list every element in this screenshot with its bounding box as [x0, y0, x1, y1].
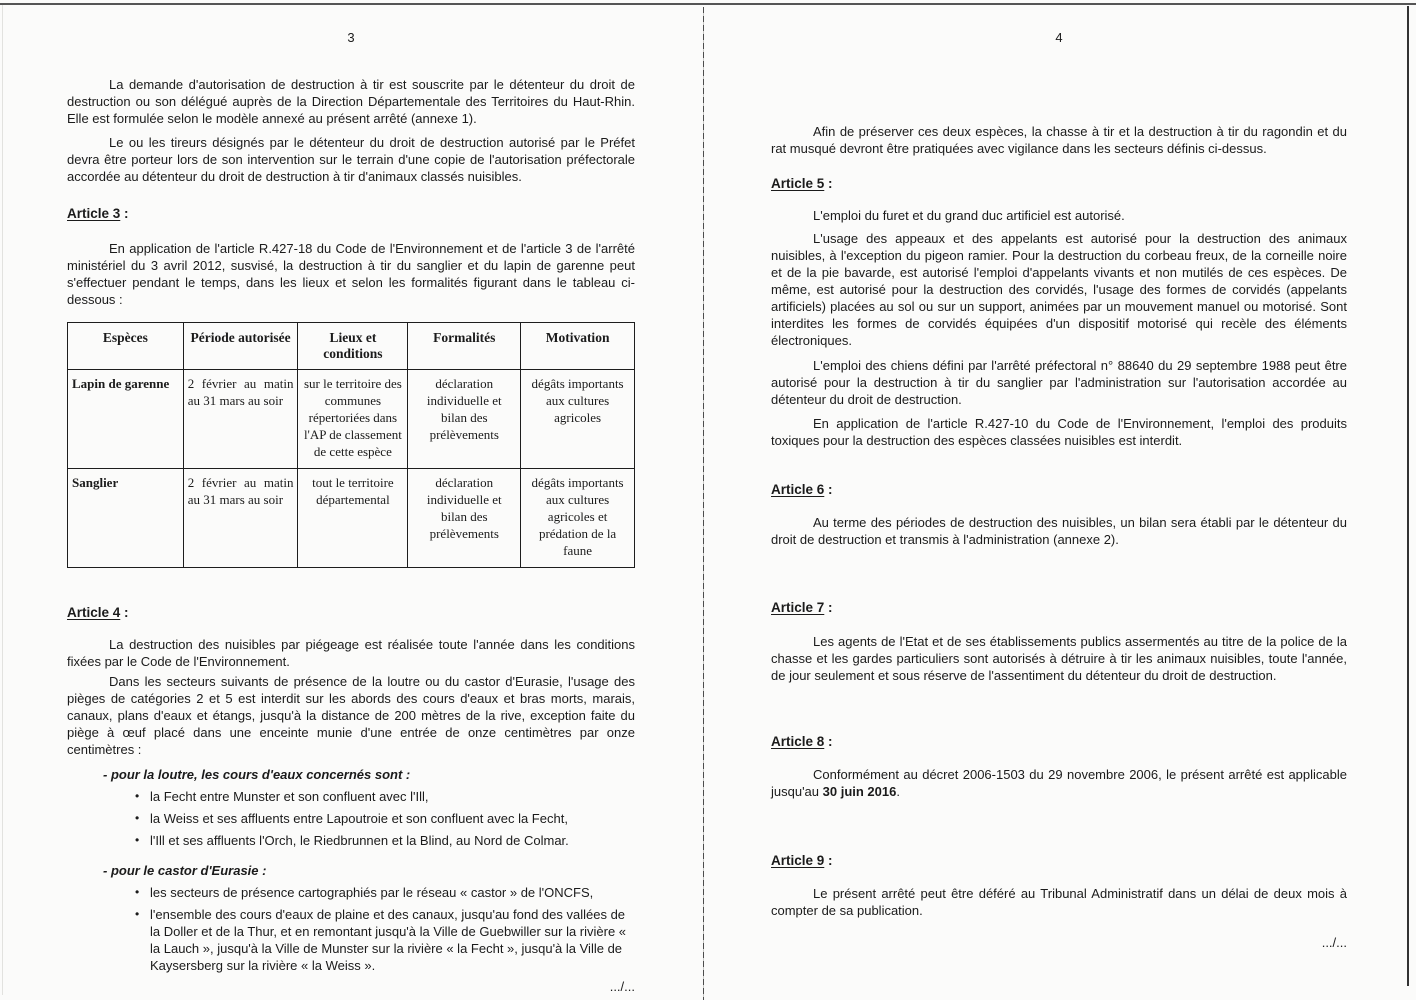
para-decret-applicable [771, 766, 1347, 800]
article-9-label: Article 9 [771, 853, 825, 868]
article-6-label: Article 6 [771, 482, 825, 497]
list-item: • l'ensemble des cours d'eaux de plaine et des canaux, jusqu'au fond des vallées de la Doller et de la Thur, et en remontant jusqu'à la Ville de Guebwiller sur la rivière « la Lauch », jusqu'à la Ville de Munster sur la rivière « la Fecht », jusqu'à la Ville de Kaysersberg sur la rivière « la Weiss ». [150, 906, 635, 974]
article-6-colon: : [824, 482, 833, 497]
article-4-colon: : [120, 605, 129, 620]
subheading-loutre: - pour la loutre, les cours d'eaux concernés sont : [103, 767, 411, 782]
para-appeaux-appelants: L'usage des appeaux et des appelants est autorisé pour la destruction des animaux nuisibles, à l'exception du pigeon ramier. Pour la destruction du corbeau freux, de la corneille noire et de la pie bavarde, est autorisé l'emploi d'appelants vivants et non mutilés de ces espèces. De même, est autorisé pour la destruction des corvidés, l'usage des formes de corvidés (appelants artificiels) placées au sol ou sur un support, animées par un mouvement manuel ou motorisé. Sont interdites les formes de corvidés équipées d'un dispositif motorisé qui recèle des éléments électroniques. [771, 231, 1347, 348]
scan-right-edge [1407, 6, 1409, 986]
article-7-heading [771, 600, 1347, 615]
article-3-colon: : [120, 206, 129, 221]
page-4-number: 4 [1055, 30, 1063, 45]
list-item: • les secteurs de présence cartographiés par le réseau « castor » de l'ONCFS, [150, 884, 635, 901]
article-8-colon: : [824, 734, 833, 749]
para-emploi-chiens: L'emploi des chiens défini par l'arrêté préfectoral n° 88640 du 29 septembre 1988 peut être autorisé pour la destruction à tir du sanglier par l'administration sur l'autorisation accordée au détenteur du droit de destruction. [771, 358, 1347, 407]
subheading-castor: - pour le castor d'Eurasie : [103, 863, 267, 878]
para-demande-autorisation: La demande d'autorisation de destruction à tir est souscrite par le détenteur du droit de destruction ou son délégué auprès de la Direction Départementale des Territoires du Haut-Rhin. Elle est formulée selon le modèle annexé au présent arrêté (annexe 1). [67, 77, 635, 126]
table-row-sanglier [68, 469, 635, 568]
cell-formalites-lapin: déclaration individuelle et bilan des prélèvements [408, 370, 521, 469]
cell-motivation-sanglier: dégâts importants aux cultures agricoles et prédation de la faune [521, 469, 635, 568]
article-5-colon: : [824, 176, 833, 191]
page-3-number: 3 [347, 30, 355, 45]
date-validite: 30 juin 2016 [822, 784, 897, 799]
para-piegeage: La destruction des nuisibles par piégeage est réalisée toute l'année dans les conditions fixées par le Code de l'Environnement. [67, 637, 635, 669]
cell-espece-lapin: Lapin de garenne [68, 370, 184, 469]
table-header-periode: Période autorisée [183, 323, 298, 370]
para-decret-text: Conformément au décret 2006-1503 du 29 novembre 2006, le présent arrêté est applicable jusqu'au [771, 767, 1347, 799]
continuation-mark: .../... [609, 979, 635, 994]
article-3-label: Article 3 [67, 206, 121, 221]
para-produits-toxiques: En application de l'article R.427-10 du Code de l'Environnement, l'emploi des produits toxiques pour la destruction des espèces classées nuisibles est interdit. [771, 416, 1347, 448]
para-decret-period: . [896, 784, 900, 799]
cell-formalites-sanglier: déclaration individuelle et bilan des prélèvements [408, 469, 521, 568]
cell-motivation-lapin: dégâts importants aux cultures agricoles [521, 370, 635, 469]
article-4-label: Article 4 [67, 605, 121, 620]
page-3 [67, 0, 635, 994]
table-header-motivation: Motivation [521, 323, 635, 370]
para-tribunal-administratif: Le présent arrêté peut être déféré au Tribunal Administratif dans un délai de deux mois à compter de sa publication. [771, 886, 1347, 918]
para-article-3-intro: En application de l'article R.427-18 du Code de l'Environnement et de l'article 3 de l'arrêté ministériel du 3 avril 2012, susvisé, la destruction à tir du sanglier et du lapin de garenne peut s'effectuer pendant le temps, dans les lieux et selon les formalités figurant dans le tableau ci-dessous : [67, 241, 635, 307]
cell-periode-sanglier: 2 février au matin au 31 mars au soir [183, 469, 298, 568]
cell-espece-sanglier: Sanglier [68, 469, 184, 568]
table-row-lapin [68, 370, 635, 469]
castor-bullet-list [67, 884, 635, 974]
article-7-colon: : [824, 600, 833, 615]
cell-lieux-sanglier: tout le territoire départemental [298, 469, 408, 568]
article-9-heading [771, 853, 1347, 868]
list-item: • la Fecht entre Munster et son confluent avec l'Ill, [150, 788, 635, 805]
article-5-heading [771, 176, 1347, 191]
loutre-bullet-list [67, 788, 635, 849]
list-item: • la Weiss et ses affluents entre Lapoutroie et son confluent avec la Fecht, [150, 810, 635, 827]
para-bilan: Au terme des périodes de destruction des nuisibles, un bilan sera établi par le détenteur du droit de destruction et transmis à l'administration (annexe 2). [771, 515, 1347, 547]
page-fold-line [703, 7, 704, 1000]
scan-left-edge [2, 5, 3, 995]
cell-periode-lapin: 2 février au matin au 31 mars au soir [183, 370, 298, 469]
article-8-label: Article 8 [771, 734, 825, 749]
page-4 [771, 0, 1347, 950]
para-preserver-especes: Afin de préserver ces deux espèces, la chasse à tir et la destruction à tir du ragondin et du rat musqué devront être pratiquées avec vigilance dans les secteurs définis ci-dessus. [771, 124, 1347, 156]
para-tireurs-designes: Le ou les tireurs désignés par le détenteur du droit de destruction autorisé par le Préfet devra être porteur lors de son intervention sur le terrain d'une copie de l'autorisation préfectorale accordée au détenteur du droit de destruction à tir d'animaux classés nuisibles. [67, 135, 635, 184]
article-5-label: Article 5 [771, 176, 825, 191]
para-furet: L'emploi du furet et du grand duc artificiel est autorisé. [813, 208, 1125, 223]
cell-lieux-lapin: sur le territoire des communes répertoriées dans l'AP de classement de cette espèce [298, 370, 408, 469]
para-secteurs-pieges: Dans les secteurs suivants de présence de la loutre ou du castor d'Eurasie, l'usage des pièges de catégories 2 et 5 est interdit sur les abords des cours d'eaux et bras morts, marais, canaux, plans d'eaux et étangs, jusqu'à la distance de 200 mètres de la rive, exception faite du piège à œuf placé dans une enceinte munie d'une entrée de onze centimètres par onze centimètres : [67, 674, 635, 757]
table-header-formalites: Formalités [408, 323, 521, 370]
table-header-lieux: Lieux et conditions [298, 323, 408, 370]
list-item: • l'Ill et ses affluents l'Orch, le Riedbrunnen et la Blind, au Nord de Colmar. [150, 832, 635, 849]
table-header-row [68, 323, 635, 370]
article-9-colon: : [824, 853, 833, 868]
article-8-heading [771, 734, 1347, 749]
para-agents-etat: Les agents de l'Etat et de ses établissements publics assermentés au titre de la police de la chasse et les gardes particuliers sont autorisés à détruire à tir les animaux nuisibles, toute l'année, de jour seulement et sous réserve de l'assentiment du détenteur du droit de destruction. [771, 634, 1347, 683]
table-header-especes: Espèces [68, 323, 184, 370]
article-3-heading [67, 206, 635, 221]
destruction-periods-table [67, 322, 635, 568]
article-7-label: Article 7 [771, 600, 825, 615]
article-6-heading [771, 482, 1347, 497]
continuation-mark: .../... [1321, 935, 1347, 950]
article-4-heading [67, 605, 635, 620]
